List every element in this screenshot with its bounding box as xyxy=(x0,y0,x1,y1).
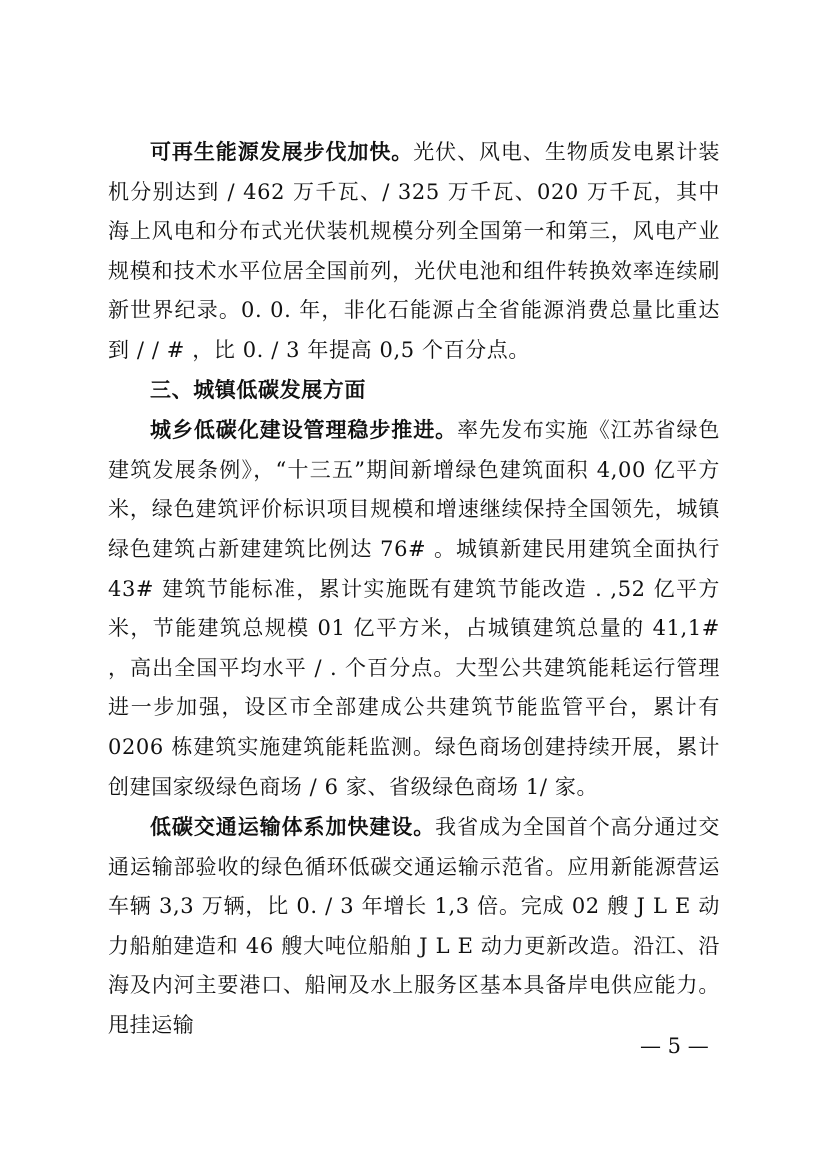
section-heading: 三、城镇低碳发展方面 xyxy=(150,377,366,402)
paragraph-urban-rural-construction xyxy=(108,410,720,807)
paragraph-lead: 城乡低碳化建设管理稳步推进。 xyxy=(150,417,458,443)
paragraph-lead: 可再生能源发展步伐加快。 xyxy=(150,139,414,164)
paragraph-text: 率先发布实施《江苏省绿色建筑发展条例》，“十三五”期间新增绿色建筑面积 4,00 亿平方米，绿色建筑评价标识项目规模和增速继续保持全国领先，城镇绿色建筑占新建建筑比例达 76# 。城镇新建民用建筑全面执行 43# 建筑节能标准，累计实施既有建筑节能改造 . ,52 亿平方米，节能建筑总规模 01 亿平方米，占城镇建筑总量的 41,1# ，高出全国平均水平 / . 个百分点。大型公共建筑能耗运行管理进一步加强，设区市全部建成公共建筑节能监管平台，累计有 0206 栋建筑实施建筑能耗监测。绿色商场创建持续开展，累计创建国家级绿色商场 / 6 家、省级绿色商场 1/ 家。 xyxy=(108,418,721,799)
paragraph-text: 我省成为全国首个高分通过交通运输部验收的绿色循环低碳交通运输示范省。应用新能源营运车辆 3,3 万辆，比 0. / 3 年增长 1,3 倍。完成 02 艘 J L E 动力船舶建造和 46 艘大吨位船舶 J L E 动力更新改造。沿江、沿海及内河主要港口、船闸及水上服务区基本具备岸电供应能力。甩挂运输 xyxy=(108,815,720,1038)
paragraph-lead: 低碳交通运输体系加快建设。 xyxy=(150,814,436,840)
document-body xyxy=(108,132,720,1046)
page-number: — 5 — xyxy=(640,1034,709,1058)
paragraph-text: 光伏、风电、生物质发电累计装机分别达到 / 462 万千瓦、/ 325 万千瓦、020 万千瓦，其中海上风电和分布式光伏装机规模分列全国第一和第三，风电产业规模和技术水平位居全国前列，光伏电池和组件转换效率连续刷新世界纪录。0. 0. 年，非化石能源占全省能源消费总量比重达到 / / # ，比 0. / 3 年提高 0,5 个百分点。 xyxy=(108,140,720,362)
paragraph-low-carbon-transport xyxy=(108,807,720,1046)
paragraph-renewable-energy xyxy=(108,132,720,371)
